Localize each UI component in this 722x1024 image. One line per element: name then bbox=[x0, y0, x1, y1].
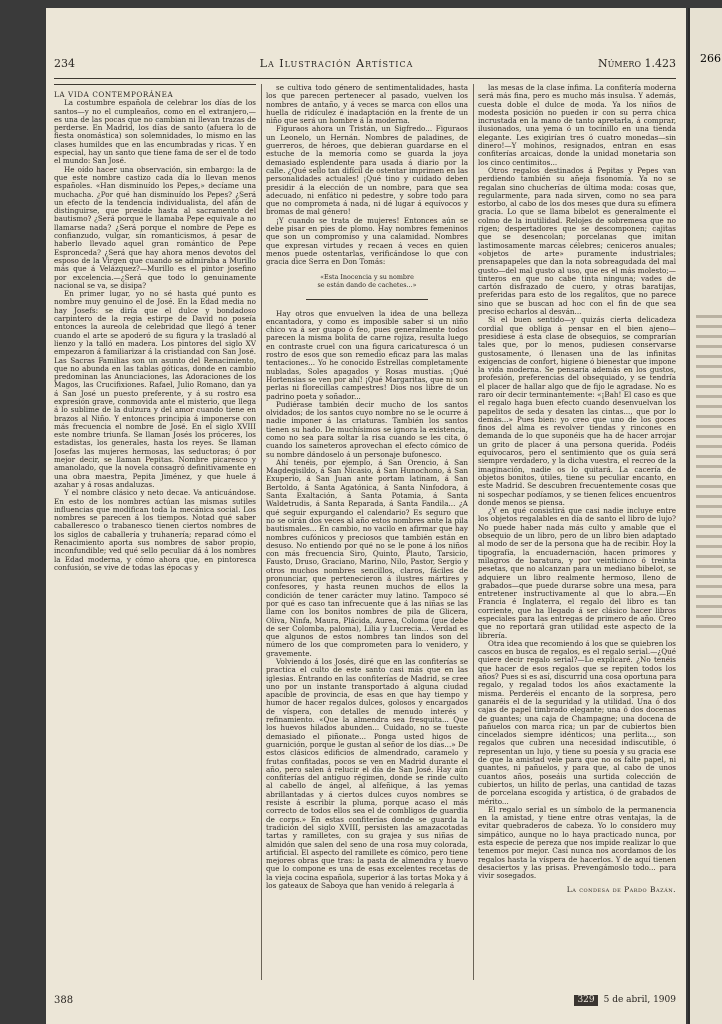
paragraph: En primer lugar, yo no sé hasta qué punto es nombre muy genuino el de José. En la Edad media no hay Josefs: se diría que el dulce y bondadoso carpintero de la regia estirpe de David no poseía entonces la aureola de celebridad que llegó á tener cuando el arte se apoderó de su figura y la trasladó al lienzo y la talló en madera. Los pintores del siglo XV empezaron á familiarizar á la cristiandad con San José. Las Sacras Familias son un asunto del Renacimiento, que no abunda en las tablas góticas, donde en cambio predominan las Anunciaciones, las Adoraciones de los Magos, las Crucifixiones. Rafael, Julio Romano, dan ya á San José un puesto preferente, y á su rostro esa expresión grave, conmovida ante el misterio, que llega á lo sublime de la dulzura y del amor cuando tiene en brazos al Niño. Y entonces principia á imponerse con más frecuencia el nombre de José. En el siglo XVIII este nombre triunfa. Se llaman Josés los próceres, los estadistas, los generales, hasta los reyes. Se llaman Josefas las mujeres hermosas, las seductoras; ó por mejor decir, se llaman Pepitas. Nombre picaresco y amanolado, que la novela consagró definitivamente en una obra maestra, Pepita Jiménez, y que huele á azahar y á rosas andaluzas. bbox=[54, 289, 256, 489]
paragraph: Y el nombre clásico y neto decae. Va anticuándose. En esto de los nombres actúan las mismas sutiles influencias que modifican toda la mecánica social. Los nombres se parecen á los tiempos. Notad qué saber caballeresco o trabanesco tienen ciertos nombres de los siglos de caballería y truhanería; reparad cómo el Renacimiento aporta sus nombres de sabor propio, inconfundible; ved qué sello peculiar dá á los nombres la Edad moderna, y cómo ahora que, en pintoresca confusión, se vive de todas las épocas y bbox=[54, 488, 256, 572]
paragraph: ¿Y en qué consistirá que casi nadie incluye entre los objetos regalables en día de santo el libro de lujo? No puede haber nada más culto y amable que el obsequio de un libro, pero de un libro bien adaptado al modo de ser de la persona que ha de recibir. Hoy la tipografía, la encuadernación, hacen primores y milagros de baratura, y por veinticinco ó treinta pesetas, que no alcanzan para un mediano bibelot, se adquiere un libro realmente hermoso, lleno de grabados—que puede durarse sobre una mesa, para entretener instructivamente al que lo abra.—En Francia é Inglaterra, el regalo del libro es tan corriente, que ha llegado á ser clásico hacer libros especiales para las entregas de primero de año. Creo que no reportará gran utilidad este aspecto de la librería. bbox=[478, 506, 676, 640]
archive-stamp bbox=[574, 995, 676, 1006]
magazine-page bbox=[46, 8, 686, 1024]
paragraph: Pudiérase también decir mucho de los santos olvidados; de los santos cuyo nombre no se le ocurre á nadie imponer á las criaturas. También los santos tienen su hado. De muchísimos se ignora la existencia, como no sea para soltar la risa cuando se les cita, ó cuando los saineteros aprovechan el efecto cómico de su nombre dándoselo á un personaje bufonesco. bbox=[266, 399, 468, 459]
quote-line: se están dando de cachetes...» bbox=[317, 280, 417, 289]
quote-line: «Esta Inocencia y su nombre bbox=[320, 272, 414, 281]
adjacent-page-number: 266 bbox=[700, 52, 721, 65]
paragraph: El regalo serial es un símbolo de la permanencia en la amistad, y tiene entre otras ventajas, la de evitar quebraderos de cabeza. Yo lo considero muy simpático, aunque no lo haya practicado nunca, por esta especie de pereza que nos impide realizar lo que tenemos por mejor. Casi nunca nos acordamos de los regalos hasta la víspera de hacerlos. Y de aquí tienen desaciertos y las prisas. Prevengámoslo todo... para vivir sosegados. bbox=[478, 804, 676, 881]
section-title: LA VIDA CONTEMPORÁNEA bbox=[54, 84, 256, 99]
column-3 bbox=[478, 84, 676, 980]
adjacent-page-text-lines bbox=[696, 308, 722, 635]
page-number: 234 bbox=[54, 56, 75, 70]
header-rule bbox=[54, 78, 676, 79]
paragraph: Figuraos ahora un Tristán, un Sigfredo... Figuraos un Leonelo, un Hernán. Nombres de paladines, de guerreros, de héroes, que debieran guardarse en el estuche de la memoria como se guarda la joya demasiado esplendente para usada á diario por la calle. ¿Qué sello tan difícil de ostentar imprimen en las personalidades actuales! ¡Qué tino y cuidado deben presidir á la elección de un nombre, para que sea adecuado, ni enfático ni pedestre, y sobre todo para que no comprometa á nada, ni dé lugar á equívocos y bromas de mal género! bbox=[266, 124, 468, 217]
author-signature: La condesa de Pardo Bazán. bbox=[566, 884, 676, 894]
column-2 bbox=[266, 84, 468, 980]
paragraph: La costumbre española de celebrar los días de los santos—y no el cumpleaños, como en el extranjero,—es una de las pocas que no cambian ni llevan trazas de perderse. En Madrid, los días de santo (afuera lo de fiesta onomástica) son solemnidades, lo mismo en las clases humildes que en las encumbradas y ricas. Y en especial, hay un santo que tiene fama de ser el de todo el mundo: San José. bbox=[54, 98, 256, 166]
paragraph: Ahí tenéis, por ejemplo, á San Orencio, á San Magdegisildo, á San Nicasio, á San Hunochono, á San Exuperio, á San Juan ante portam latinam, á San Bertoldo, á Santa Agatónica, á Santa Ninfodora, á Santa Exaltación, á Santa Potamia, á Santa Waldetrudis, á Santa Reparada, á Santa Fandila... ¿A qué seguir expurgando el calendario? Es seguro que no se oirán dos veces al año estos nombres ante la pila bautismales... En cambio, no vacilo en afirmar que hay nombres cufónicos y preciosos que también están en desuso. No entiendo por qué no se le pone á los niños con más frecuencia Siro, Quinto, Plauto, Tarsicio, Fausto, Druso, Graciano, Marino, Nilo, Pastor, Sergio y otros muchos nombres sencillos, claros, fáciles de pronunciar, que pertenecieron á ilustres mártires y confesores, y hasta reunen muchos de ellos la condición de tener carácter muy latino. Tampoco sé por qué es caso tan infrecuente que á las niñas se las llame con los bonitos nombres de pila de Glicera, Oliva, Ninfa, Maura, Plácida, Aurea, Coloma (que debe de ser Colomba, paloma), Lilia y Lucrecia... Verdad es que algunos de estos nombres tan lindos son del número de los que comprometen para lo venidero, y gravemente. bbox=[266, 457, 468, 658]
stamp-date: 5 de abril, 1909 bbox=[603, 995, 676, 1005]
column-divider bbox=[261, 84, 262, 980]
paragraph: las mesas de la clase ínfima. La confitería moderna será más fina, pero es mucho más insulsa. Y además, cuesta doble el dulce de moda. Ya los niños de modesta posición no pueden ir con su perra chica incrustada en la mano de tanto apretarla, á comprar, ilusionados, una yema ó un tocinillo en una tienda elegante. Les exigirían tres ó cuatro monedas—sin dinero!—Y mohinos, resignados, entran en esas confiterías arcaicas, donde la unidad monetaria son los cinco centimitos... bbox=[478, 84, 676, 167]
magazine-title: La Ilustración Artística bbox=[259, 56, 414, 70]
stamp-number: 329 bbox=[574, 995, 597, 1006]
paragraph: Si el buen sentido—y quizás cierta delicadeza cordial que obliga á pensar en el bien ajeno—presidiese á esta clase de obsequios, se comprarían tales que, por lo menos, pudiesen conservarse gustosamente, ó llenasen una de las infinitas exigencias de confort, higiene ó bienestar que impone la vida moderna. Se pensaría además en los gustos, profesión, preferencias del obsequiado, y se tendría el placer de hallar algo que de fijo le agradase. No es raro oír decir terminantemente: «¡Bah! El caso es que el regalo haga buen efecto cuando desenvuelvan los papelitos de seda y desaten las cintas..., que por lo demás...» Pues bien: yo creo que uno de los goces finos del alma es revolver tiendas y rincones en demanda de lo que suponéis que ha de hacer arrojar un grito de placer á una persona querida. Podéis equivocaros, pero el sentimiento que os guía será siempre verdadero, y la dicha vuestra, el recreo de la imaginación, nadie os lo quitará. La cacería de objetos bonitos, útiles, tiene su peculiar encanto, en este Madrid. Se descubren frecuentemente cosas que ni sospechar podíamos, y se tienen felices encuentros donde menos se piensa. bbox=[478, 315, 676, 507]
issue-number: Número 1.423 bbox=[598, 56, 676, 70]
column-divider bbox=[473, 84, 474, 980]
verse-quote bbox=[266, 273, 468, 289]
page-header bbox=[54, 54, 676, 72]
column-1 bbox=[54, 84, 256, 980]
paragraph: ¡Y cuando se trata de mujeres! Entonces aún se debe pisar en pies de plomo. Hay nombres femeninos que son un compromiso y una calamidad. Nombres que expresan virtudes y recaen á veces en quien menos puede ostentarlas, verificándose lo que con gracia dice Serra en Don Tomás: bbox=[266, 215, 468, 267]
page-footer bbox=[54, 992, 676, 1008]
paragraph: He oído hacer una observación, sin embargo: la de que este nombre castizo cada día lo llevan menos españoles. «Han disminuído los Pepes,» decíame una muchacha. ¿Por qué han disminuído los Pepes? ¿Será un efecto de la tendencia individualista, del afán de distinguirse, que preside hasta al sacramento del bautismo? ¿Será porque le llamaba Pepe equivale a no llamarse nada? ¿Será porque el nombre de Pepe es confianzudo, vulgar, sin romanticismos, á pesar de haberlo llevado aquel gran romántico de Pepe Espronceda? ¿Será que hay ahora menos devotos del esposo de la Virgen que cuando se admiraba a Murillo más que á Velázquez?—Murillo es el pintor josefino por excelencia.—¿Será que todo lo genuinamente nacional se va, se disipa? bbox=[54, 164, 256, 290]
paragraph: Hay otros que envuelven la idea de una belleza encantadora, y como es imposible saber si un niño chico va á ser guapo ó feo, pues generalmente todos parecen la misma bolita de carne rojiza, resulta luego en contraste cruel con una figura caricaturesca ó un rostro de esos que son remedio eficaz para las malas tentaciones... Yo he conocido Estrellas completamente nubladas, Soles apagados y Rosas mustias. ¡Qué Hortensias se ven por ahí! ¡Qué Margaritas, que ni son perlas ni florecillas campestres! Dios nos libre de un padrino poeta y soñador... bbox=[266, 308, 468, 401]
paragraph: se cultiva todo género de sentimentalidades, hasta los que parecen pertenecer al pasado, vuelven los nombres de antaño, y á veces se marca con ellos una huella de ridículez é inadaptación en la frente de un niño que será un hombre á la moderna. bbox=[266, 84, 468, 126]
quote-rule bbox=[306, 299, 427, 300]
footer-page-number: 388 bbox=[54, 994, 74, 1006]
paragraph: Volviendo á los Josés, diré que en las confiterías se practica el culto de este santo casi más que en las iglesias. Entrando en las confiterías de Madrid, se cree uno por un instante transportado á alguna ciudad apacible de provincia, de esas en que hay tiempo y humor de hacer regalos dulces, golosos y encargados de víspera, con detalles de menudo interés y refinamiento. «Que la almendra sea fresquita... Que los huevos hilados abunden... Cuidado, no se tueste demasiado el piñonate... Ponga usted higos de guarnición, porque le gustan al señor de los días...» De estos clásicos edificios de almendrado, caramelo y frutas confitadas, pocos se ven en Madrid durante el año, pero salen á relucir el día de San José. Hay aún confiterías del antiguo régimen, donde se rinde culto al cabello de ángel, al alfeñique, á las yemas abrillantadas y á ciertos dulces cuyos nombres se resiste á escribir la pluma, porque acaso el más correcto de todos ellos sea el de combligos de guardia de corps.» En estas confiterías donde se guarda la tradición del siglo XVIII, persisten las amazacotadas tartas y ramilletes, con su grajea y sus niñas de almidón que salen del seno de una rosa muy colorada, artificial. El aspecto del ramillete es cómico, pero tiene mejores obras que tras: la pasta de almendra y huevo que lo compone es una de esas excelentes recetas de la vieja cocina española, superior á las tortas Moka y á los gateaux de Saboya que han venido á relegarla á bbox=[266, 657, 468, 891]
paragraph: Otra idea que recomiendo á los que se quiebren los cascos en busca de regalos, es el regalo serial.—¿Qué quiere decir regalo serial?—Lo explicaré. ¿No tenéis que hacer de esos regalos que se repiten todos los años? Pues si es así, discurrid una cosa oportuna para regalo, y regalad todos los años exactamente la misma. Perderéis el encanto de la sorpresa, pero ganaréis el de la seguridad y la utilidad. Una ó dos cajas de papel timbrado elegante; una ó dos docenas de guantes; una caja de Champagne; una docena de pañuelos con marca rica; un par de cubiertos bien cincelados siempre idénticos; una perlita..., son regalos que cubren una necesidad indiscutible, ó representan un lujo, y tiene su poesía y su gracia ese de que la amistad vele para que no os falte papel, ni guantes, ni pañuelos, y para que, al cabo de unos cuantos años, poseáis una surtida colección de cubiertos, un hilito de perlas, una cantidad de tazas de porcelana escogida y artística, ó de grabados de mérito... bbox=[478, 638, 676, 806]
paragraph: Otros regalos destinados á Pepitas y Pepes van perdiendo también su añeja fisonomía. Ya no se regalan sino chucherías de última moda: cosas que, regularmente, para nada sirven, como no sea para estorbo, al cabo de los dos meses que dura su efímera gracia. Lo que se llama bibelot es generalmente el colmo de la inutilidad. Relojes de sobremesa que no rigen; despertadores que se descomponen; cajitas que se desencolan; porcelanas que imitan lastimosamente marcas célebres; ceniceros anuales; «objetos de arte» puramente industriales; prensapapeles que dan la nota sobreagudada del mal gusto—del mal gusto al uso, que es el más molesto;—tinteros en que no cabe tinta ninguna; vades de cartón disfrazado de cuero, y otras baratijas, preferidas para esto de los regalitos, que no parece sino que se buscan ad hoc con el fin de que sea preciso echarlos al desván... bbox=[478, 165, 676, 317]
adjacent-page-edge bbox=[688, 8, 722, 1024]
